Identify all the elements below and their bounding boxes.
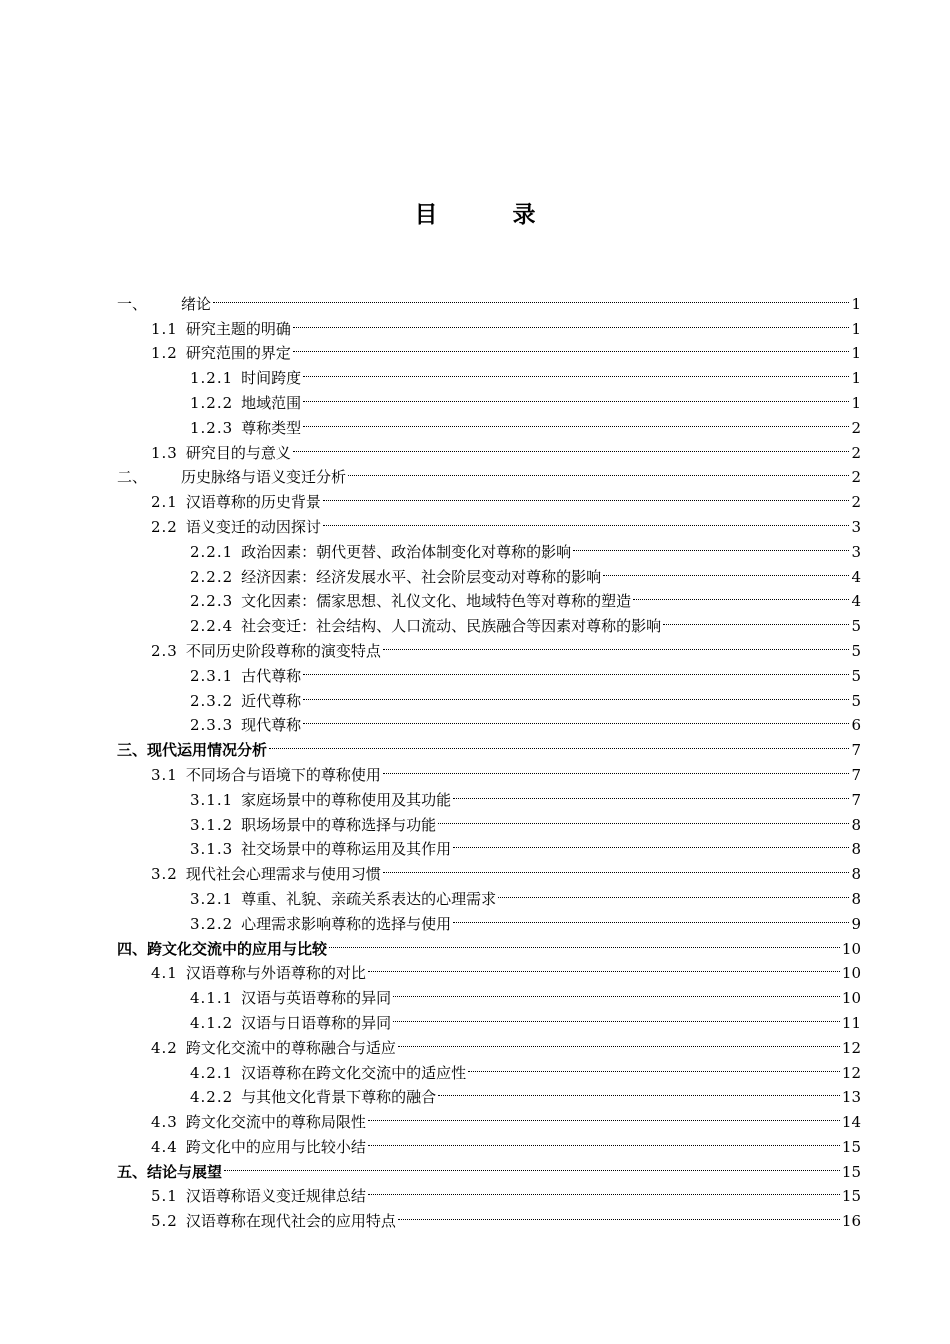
toc-entry-number: 二、 bbox=[117, 468, 148, 487]
toc-entry-title: 文化因素：儒家思想、礼仪文化、地域特色等对尊称的塑造 bbox=[241, 592, 632, 611]
toc-entry-page-number: 5 bbox=[851, 617, 861, 636]
toc-entry-number: 4.2 bbox=[151, 1038, 178, 1057]
toc-entry-page-number: 15 bbox=[841, 1187, 861, 1206]
toc-entry[interactable] bbox=[117, 309, 861, 338]
toc-dot-leader bbox=[213, 284, 849, 309]
toc-entry-page-number: 13 bbox=[841, 1088, 861, 1107]
toc-entry-page-number: 6 bbox=[851, 716, 861, 735]
toc-entry-number: 1.3 bbox=[151, 443, 178, 462]
toc-dot-leader bbox=[368, 1127, 840, 1152]
toc-entry-title: 尊称类型 bbox=[241, 418, 302, 437]
toc-dot-leader bbox=[393, 1003, 840, 1028]
toc-entry-page-number: 2 bbox=[851, 418, 861, 437]
toc-entry-number: 3.1.1 bbox=[190, 790, 234, 809]
toc-entry-number: 2.2.2 bbox=[190, 567, 234, 586]
toc-entry-title: 研究范围的界定 bbox=[185, 344, 291, 363]
toc-dot-leader bbox=[453, 780, 849, 805]
toc-entry-number: 3.2.2 bbox=[190, 914, 234, 933]
toc-entry-page-number: 1 bbox=[851, 369, 861, 388]
toc-entry-title: 汉语与日语尊称的异同 bbox=[241, 1013, 392, 1032]
toc-dot-leader bbox=[453, 904, 849, 929]
toc-entry-title: 古代尊称 bbox=[241, 666, 302, 685]
toc-entry[interactable] bbox=[117, 1177, 861, 1206]
toc-entry-title: 跨文化中的应用与比较小结 bbox=[185, 1137, 366, 1156]
toc-entry-title: 地域范围 bbox=[241, 393, 302, 412]
toc-title: 目 录 bbox=[414, 201, 562, 228]
toc-entry-page-number: 1 bbox=[851, 393, 861, 412]
toc-dot-leader bbox=[303, 681, 849, 706]
toc-entry-title: 汉语尊称语义变迁规律总结 bbox=[185, 1187, 366, 1206]
toc-dot-leader bbox=[303, 383, 849, 408]
toc-entry-title: 职场场景中的尊称选择与功能 bbox=[241, 815, 437, 834]
toc-dot-leader bbox=[383, 854, 850, 879]
toc-dot-leader bbox=[438, 805, 849, 830]
toc-entry-number: 1.1 bbox=[151, 319, 178, 338]
toc-entry-number: 4.3 bbox=[151, 1113, 178, 1132]
toc-entry-page-number: 11 bbox=[841, 1013, 861, 1032]
toc-entry-title: 研究主题的明确 bbox=[185, 319, 291, 338]
toc-entry-number: 2.3 bbox=[151, 641, 178, 660]
toc-entry-title: 心理需求影响尊称的选择与使用 bbox=[241, 914, 452, 933]
toc-dot-leader bbox=[348, 458, 849, 483]
toc-dot-leader bbox=[303, 706, 849, 731]
toc-entry-number: 4.2.1 bbox=[190, 1063, 234, 1082]
toc-entry-title: 近代尊称 bbox=[241, 691, 302, 710]
toc-entry-title: 汉语尊称在跨文化交流中的适应性 bbox=[241, 1063, 467, 1082]
toc-entry-page-number: 10 bbox=[841, 939, 861, 958]
toc-entry-title: 汉语尊称的历史背景 bbox=[185, 493, 321, 512]
toc-entry-page-number: 1 bbox=[851, 294, 861, 313]
toc-entry-page-number: 5 bbox=[851, 666, 861, 685]
toc-entry-number: 2.2.1 bbox=[190, 542, 234, 561]
toc-dot-leader bbox=[303, 408, 849, 433]
toc-dot-leader bbox=[633, 582, 849, 607]
toc-entry[interactable] bbox=[117, 284, 861, 313]
toc-entry-title: 研究目的与意义 bbox=[185, 443, 291, 462]
toc-entry-page-number: 10 bbox=[841, 989, 861, 1008]
toc-dot-leader bbox=[293, 309, 850, 334]
toc-entry-page-number: 12 bbox=[841, 1038, 861, 1057]
toc-dot-leader bbox=[269, 730, 849, 755]
toc-dot-leader bbox=[498, 879, 849, 904]
toc-entry-title: 跨文化交流中的尊称局限性 bbox=[185, 1113, 366, 1132]
toc-entry-number: 1.2.1 bbox=[190, 369, 234, 388]
toc-entry-page-number: 8 bbox=[851, 865, 861, 884]
toc-dot-leader bbox=[329, 929, 840, 954]
toc-entry-page-number: 7 bbox=[851, 741, 861, 760]
toc-dot-leader bbox=[438, 1078, 840, 1103]
toc-entry-page-number: 8 bbox=[851, 815, 861, 834]
toc-entry-number: 1.2.2 bbox=[190, 393, 234, 412]
toc-entry-page-number: 14 bbox=[841, 1113, 861, 1132]
toc-entry-title: 汉语尊称在现代社会的应用特点 bbox=[185, 1212, 396, 1231]
toc-entry[interactable] bbox=[117, 1152, 861, 1181]
toc-dot-leader bbox=[453, 830, 849, 855]
toc-entry-title: 政治因素：朝代更替、政治体制变化对尊称的影响 bbox=[241, 542, 572, 561]
toc-list bbox=[117, 284, 861, 1231]
toc-dot-leader bbox=[303, 656, 849, 681]
toc-dot-leader bbox=[303, 358, 849, 383]
toc-dot-leader bbox=[383, 631, 850, 656]
toc-entry-page-number: 7 bbox=[851, 790, 861, 809]
toc-entry-page-number: 2 bbox=[851, 468, 861, 487]
toc-entry-title: 跨文化交流中的尊称融合与适应 bbox=[185, 1038, 396, 1057]
toc-dot-leader bbox=[663, 606, 849, 631]
toc-entry-page-number: 1 bbox=[851, 319, 861, 338]
toc-entry-number: 3.2 bbox=[151, 865, 178, 884]
toc-entry-number: 2.3.1 bbox=[190, 666, 234, 685]
toc-entry-title: 汉语尊称与外语尊称的对比 bbox=[185, 964, 366, 983]
toc-dot-leader bbox=[368, 1177, 840, 1202]
toc-dot-leader bbox=[368, 1102, 840, 1127]
toc-entry-title: 社交场景中的尊称运用及其作用 bbox=[241, 840, 452, 859]
toc-entry-title: 绪论 bbox=[181, 294, 212, 313]
toc-entry-number: 2.3.2 bbox=[190, 691, 234, 710]
toc-entry-page-number: 7 bbox=[851, 765, 861, 784]
toc-dot-leader bbox=[323, 507, 850, 532]
toc-entry-title: 时间跨度 bbox=[241, 369, 302, 388]
toc-entry-page-number: 10 bbox=[841, 964, 861, 983]
toc-entry-number: 4.1.2 bbox=[190, 1013, 234, 1032]
toc-entry-title: 三、现代运用情况分析 bbox=[117, 741, 268, 760]
toc-entry-page-number: 8 bbox=[851, 840, 861, 859]
toc-entry-page-number: 4 bbox=[851, 567, 861, 586]
toc-dot-leader bbox=[603, 557, 849, 582]
toc-entry-title: 现代尊称 bbox=[241, 716, 302, 735]
toc-entry-title: 不同场合与语境下的尊称使用 bbox=[185, 765, 381, 784]
toc-entry-title: 与其他文化背景下尊称的融合 bbox=[241, 1088, 437, 1107]
toc-dot-leader bbox=[468, 1053, 840, 1078]
toc-entry-number: 5.1 bbox=[151, 1187, 178, 1206]
toc-entry-number: 一、 bbox=[117, 294, 148, 313]
toc-dot-leader bbox=[293, 334, 850, 359]
toc-entry-number: 3.2.1 bbox=[190, 889, 234, 908]
toc-entry-page-number: 3 bbox=[851, 517, 861, 536]
toc-entry-number: 4.2.2 bbox=[190, 1088, 234, 1107]
toc-entry-number: 4.1 bbox=[151, 964, 178, 983]
toc-entry-title: 社会变迁：社会结构、人口流动、民族融合等因素对尊称的影响 bbox=[241, 617, 662, 636]
toc-entry-number: 3.1 bbox=[151, 765, 178, 784]
toc-entry-page-number: 9 bbox=[851, 914, 861, 933]
toc-entry-page-number: 4 bbox=[851, 592, 861, 611]
toc-entry-number: 3.1.3 bbox=[190, 840, 234, 859]
toc-dot-leader bbox=[398, 1028, 840, 1053]
toc-entry-number: 2.2.3 bbox=[190, 592, 234, 611]
toc-entry-number: 2.2 bbox=[151, 517, 178, 536]
toc-entry-title: 不同历史阶段尊称的演变特点 bbox=[185, 641, 381, 660]
toc-entry-page-number: 5 bbox=[851, 641, 861, 660]
toc-entry-page-number: 15 bbox=[841, 1137, 861, 1156]
toc-entry-title: 经济因素：经济发展水平、社会阶层变动对尊称的影响 bbox=[241, 567, 602, 586]
toc-entry-page-number: 2 bbox=[851, 493, 861, 512]
toc-dot-leader bbox=[224, 1152, 840, 1177]
toc-entry-number: 3.1.2 bbox=[190, 815, 234, 834]
toc-entry-title: 现代社会心理需求与使用习惯 bbox=[185, 865, 381, 884]
toc-dot-leader bbox=[293, 433, 850, 458]
toc-entry-number: 1.2.3 bbox=[190, 418, 234, 437]
toc-entry-number: 2.3.3 bbox=[190, 716, 234, 735]
toc-entry-title: 语义变迁的动因探讨 bbox=[185, 517, 321, 536]
toc-entry-page-number: 2 bbox=[851, 443, 861, 462]
toc-entry-title: 尊重、礼貌、亲疏关系表达的心理需求 bbox=[241, 889, 497, 908]
toc-entry-title: 四、跨文化交流中的应用与比较 bbox=[117, 939, 328, 958]
toc-dot-leader bbox=[573, 532, 849, 557]
toc-entry-number: 4.4 bbox=[151, 1137, 178, 1156]
toc-dot-leader bbox=[368, 954, 840, 979]
toc-entry-title: 历史脉络与语义变迁分析 bbox=[181, 468, 347, 487]
toc-dot-leader bbox=[323, 482, 850, 507]
toc-entry-page-number: 8 bbox=[851, 889, 861, 908]
toc-entry-number: 2.2.4 bbox=[190, 617, 234, 636]
toc-entry-page-number: 12 bbox=[841, 1063, 861, 1082]
toc-entry-page-number: 15 bbox=[841, 1162, 861, 1181]
toc-entry-number: 1.2 bbox=[151, 344, 178, 363]
toc-entry-number: 5.2 bbox=[151, 1212, 178, 1231]
toc-entry-page-number: 16 bbox=[841, 1212, 861, 1231]
toc-entry-title: 汉语与英语尊称的异同 bbox=[241, 989, 392, 1008]
toc-entry-number: 4.1.1 bbox=[190, 989, 234, 1008]
toc-entry-number: 2.1 bbox=[151, 493, 178, 512]
toc-entry-title: 家庭场景中的尊称使用及其功能 bbox=[241, 790, 452, 809]
toc-entry-page-number: 5 bbox=[851, 691, 861, 710]
toc-dot-leader bbox=[383, 755, 850, 780]
toc-entry-title: 五、结论与展望 bbox=[117, 1162, 223, 1181]
toc-dot-leader bbox=[398, 1201, 840, 1226]
toc-entry-page-number: 3 bbox=[851, 542, 861, 561]
toc-entry-page-number: 1 bbox=[851, 344, 861, 363]
toc-dot-leader bbox=[393, 978, 840, 1003]
